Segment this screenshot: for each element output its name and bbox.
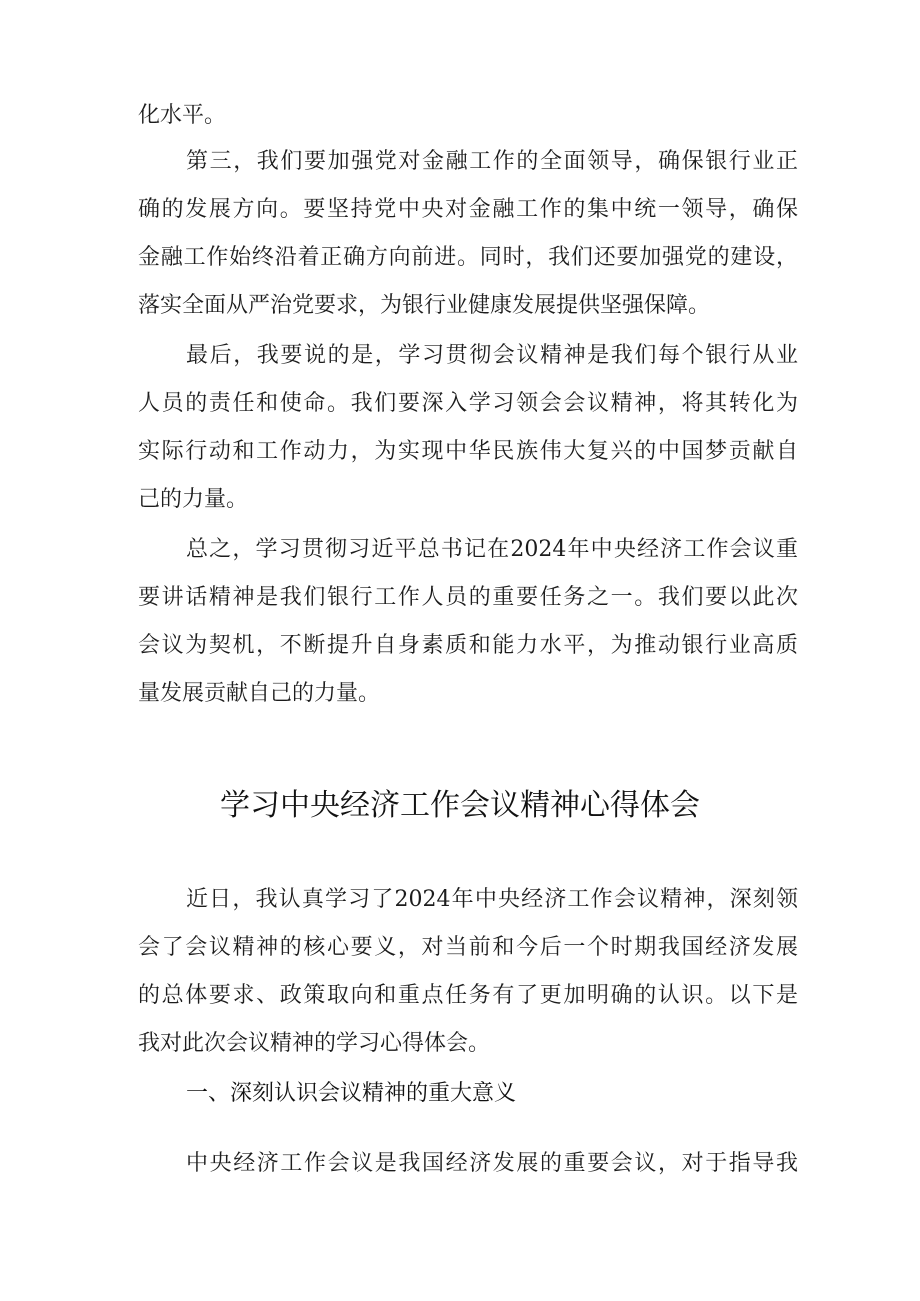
paragraph-line: 要讲话精神是我们银行工作人员的重要任务之一。我们要以此次: [138, 585, 798, 610]
paragraph-line: 最后，我要说的是，学习贯彻会议精神是我们每个银行从业: [186, 343, 798, 368]
paragraph-line: 确的发展方向。要坚持党中央对金融工作的集中统一领导，确保: [138, 197, 798, 222]
paragraph-line: 金融工作始终沿着正确方向前进。同时，我们还要加强党的建设，: [138, 245, 798, 270]
paragraph-line: 化水平。: [138, 103, 227, 128]
document-title: 学习中央经济工作会议精神心得体会: [220, 788, 700, 823]
paragraph-line: 落实全面从严治党要求，为银行业健康发展提供坚强保障。: [138, 293, 711, 318]
paragraph-line: 人员的责任和使命。我们要深入学习领会会议精神，将其转化为: [138, 391, 798, 416]
paragraph-line: 会了会议精神的核心要义，对当前和今后一个时期我国经济发展: [138, 935, 798, 960]
paragraph-line: 我对此次会议精神的学习心得体会。: [138, 1031, 491, 1056]
paragraph-line: 第三，我们要加强党对金融工作的全面领导，确保银行业正: [186, 149, 798, 174]
paragraph-line: 的总体要求、政策取向和重点任务有了更加明确的认识。以下是: [138, 983, 798, 1008]
paragraph-line: 量发展贡献自己的力量。: [138, 681, 381, 706]
paragraph-line: 总之，学习贯彻习近平总书记在2024年中央经济工作会议重: [186, 537, 798, 562]
paragraph-line: 会议为契机，不断提升自身素质和能力水平，为推动银行业高质: [138, 633, 798, 658]
paragraph-line: 己的力量。: [138, 487, 249, 512]
paragraph-line: 实际行动和工作动力，为实现中华民族伟大复兴的中国梦贡献自: [138, 439, 798, 464]
paragraph-line: 中央经济工作会议是我国经济发展的重要会议，对于指导我: [186, 1151, 798, 1176]
section-heading: 一、深刻认识会议精神的重大意义: [186, 1081, 517, 1106]
paragraph-line: 近日，我认真学习了2024年中央经济工作会议精神，深刻领: [186, 887, 798, 912]
